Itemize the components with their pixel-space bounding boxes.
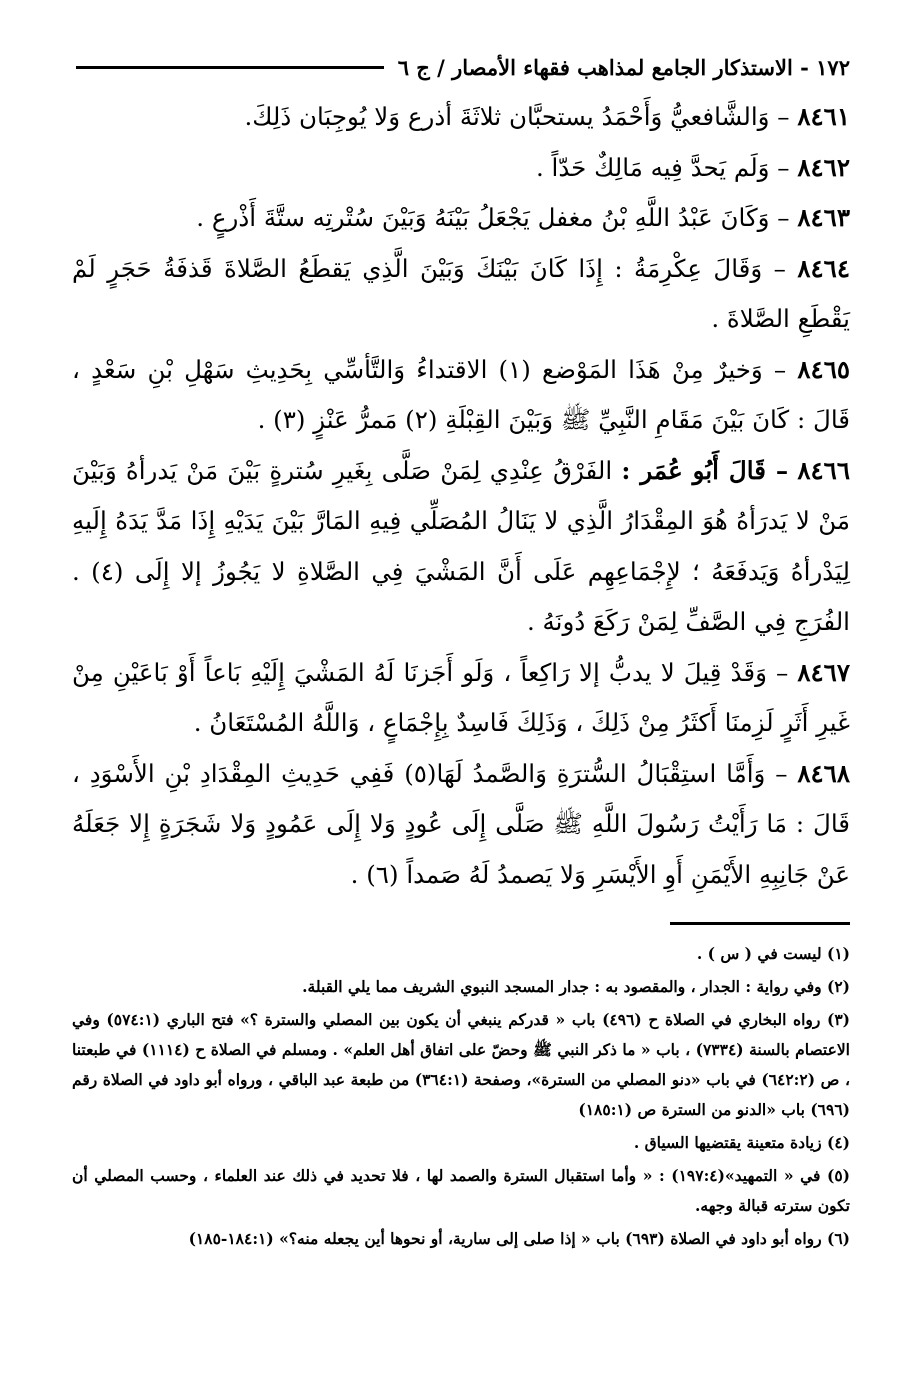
paragraph-8462 [72, 143, 850, 194]
footnote-5: (٥) في « التمهيد»(١٩٧:٤) : « وأما استقبال السترة والصمد لها ، فلا تحديد في ذلك عند العلماء ، وحسب المصلي أن تكون سترته قبالة وجهه. [72, 1166, 851, 1215]
paragraph-text: – وَلَم يَحدَّ فِيه مَالِكٌ حَدّاً . [535, 152, 790, 182]
paragraph-8468 [72, 749, 850, 901]
paragraph-number: ٨٤٦٥ [797, 354, 851, 384]
footnote-3: (٣) رواه البخاري في الصلاة ح (٤٩٦) باب « قدركم ينبغي أن يكون بين المصلي والسترة ؟» فتح الباري (٥٧٤:١) وفي الاعتصام بالسنة (٧٣٣٤) ، باب « ما ذكر النبي ﷺ وحضّ على اتفاق أهل العلم» . ومسلم في الصلاة ح (١١١٤) في طبعتنا ، ص (٦٤٢:٢) في باب «دنو المصلي من السترة»، وصفحة (٣٦٤:١) من طبعة عبد الباقي ، ورواه أبو داود في الصلاة رقم (٦٩٦) باب «الدنو من السترة ص (١٨٥:١) [72, 1010, 851, 1119]
paragraph-8465 [72, 345, 850, 446]
footnote-4: (٤) زيادة متعينة يقتضيها السياق . [633, 1133, 850, 1152]
paragraph-text: الفَرْقُ عِنْدِي لِمَنْ صَلَّى بِغَيرِ سُترةٍ بَيْنَ مَنْ يَدرأهُ وَبَيْنَ مَنْ لا يَدرَأهُ هُوَ المِقْدَارُ الَّذِي لا يَنَالُ المُصَلِّي فِيهِ المَارَّ بَيْنَ يَدَيْهِ إِذَا مَدَّ يَدَهُ إِلَيهِ لِيَدْرأهُ وَيَدفَعَهُ ؛ لإِجْمَاعِهِم عَلَى أَنَّ المَشْيَ فِي الصَّلاةِ لا يَجُوزُ إلا إِلَى (٤) . الفُرَجِ فِي الصَّفِّ لِمَنْ رَكَعَ دُونَهُ . [72, 455, 850, 636]
paragraph-text: – وَقَدْ قِيلَ لا يدبُّ إلا رَاكِعاً ، وَلَو أَجَزنَا لَهُ المَشْيَ إِلَيْهِ بَاعاً أَوْ بَاعَيْنِ مِنْ غَيرِ أَثَرٍ لَزِمنَا أَكثَرُ مِنْ ذَلِكَ ، وَذَلِكَ فَاسِدٌ بِإِجْمَاعٍ ، وَاللَّهُ المُسْتَعَانُ . [72, 657, 850, 737]
footnotes [72, 939, 850, 1254]
paragraph-8467 [72, 648, 850, 749]
paragraph-text: – وَخيرٌ مِنْ هَذَا المَوْضع (١) الاقتداءُ وَالتَّأسِّي بِحَدِيثِ سَهْلِ بْنِ سَعْدٍ ، قَالَ : كَانَ بَيْنَ مَقَامِ النَّبِيِّ ﷺ وَبَيْنَ القِبْلَةِ (٢) مَمرُّ عَنْزٍ (٣) . [72, 354, 850, 434]
header-title: ١٧٢ - الاستذكار الجامع لمذاهب فقهاء الأمصار / ج ٦ [397, 54, 850, 80]
paragraph-text: – وَالشَّافعيُّ وَأَحْمَدُ يستحبَّان ثلاثَةَ أذرع وَلا يُوجِبَان ذَلِكَ. [244, 102, 790, 131]
footnote-1: (١) ليست في ( س ) . [696, 944, 850, 963]
paragraph-number: ٨٤٦٨ [797, 758, 850, 788]
paragraph-number: ٨٤٦٣ [797, 203, 850, 232]
paragraph-number: ٨٤٦٢ [797, 152, 850, 182]
footnote-2: (٢) وفي رواية : الجدار ، والمقصود به : جدار المسجد النبوي الشريف مما يلي القبلة. [302, 977, 850, 996]
header-rule [76, 66, 384, 69]
paragraph-text: – وَقَالَ عِكْرِمَةُ : إِذَا كَانَ بَيْنَكَ وَبَيْنَ الَّذِي يَقطَعُ الصَّلاةَ قَذفَةُ حَجَرٍ لَمْ يَقْطَعِ الصَّلاةَ . [72, 253, 850, 333]
paragraph-8461 [72, 92, 850, 143]
paragraph-number: ٨٤٦٧ [797, 657, 850, 687]
paragraph-number: ٨٤٦٦ [797, 455, 850, 485]
footnote-6: (٦) رواه أبو داود في الصلاة (٦٩٣) باب « إذا صلى إلى سارية، أو نحوها أين يجعله منه؟» (١٨٤:١-١٨٥) [188, 1229, 850, 1248]
running-header [72, 50, 850, 84]
speaker-lead: – قَالَ أَبُو عُمَر : [621, 455, 789, 485]
paragraph-text: – وَكَانَ عَبْدُ اللَّهِ بْنُ مغفل يَجْعَلُ بَيْنَهُ وَبَيْنَ سُتْرتِه ستَّةَ أَذْرعٍ . [196, 203, 790, 232]
paragraph-8464 [72, 244, 850, 345]
paragraph-text: – وَأَمَّا استِقْبَالُ السُّترَةِ وَالصَّمدُ لَهَا(٥) فَفِي حَدِيثِ المِقْدَادِ بْنِ الأَسْوَدِ ، قَالَ : مَا رَأَيْتُ رَسُولَ اللَّهِ ﷺ صَلَّى إِلَى عُودٍ وَلا إِلَى عَمُودٍ وَلا شَجَرَةٍ إِلا جَعَلَهُ عَنْ جَانِبِهِ الأَيْمَنِ أَوِ الأَيْسَرِ وَلا يَصمدُ لَهُ صَمداً (٦) . [72, 758, 850, 889]
paragraph-number: ٨٤٦٤ [797, 253, 850, 283]
paragraph-8466 [72, 446, 850, 648]
main-text [72, 92, 850, 900]
paragraph-number: ٨٤٦١ [797, 102, 850, 131]
footnote-divider [670, 922, 850, 925]
paragraph-8463 [72, 193, 850, 244]
